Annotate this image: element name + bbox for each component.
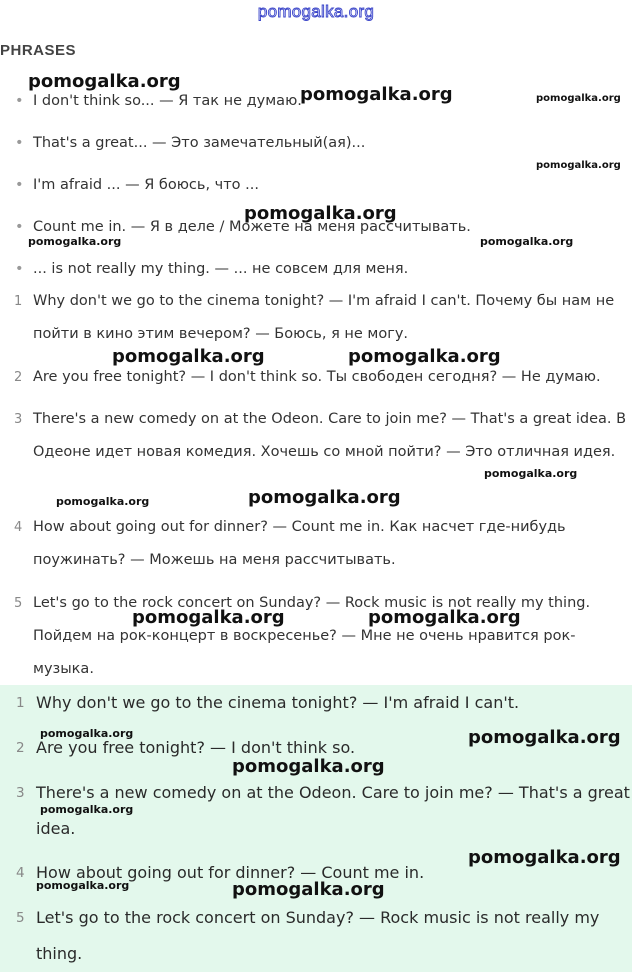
answer-number: 3: [16, 785, 25, 801]
example-number: 2: [14, 370, 23, 385]
watermark: pomogalka.org: [248, 487, 401, 508]
example-number: 1: [14, 294, 23, 309]
answer-text: Why don't we go to the cinema tonight? — I'm afraid I can't.: [36, 693, 520, 712]
watermark: pomogalka.org: [368, 607, 521, 628]
watermark: pomogalka.org: [132, 607, 285, 628]
answer-number: 1: [16, 695, 25, 711]
answer-text: How about going out for dinner? — Count me in.: [36, 863, 425, 882]
phrase-item: [0, 93, 302, 109]
phrase-text: That's a great... — Это замечательный(ая)...: [33, 135, 366, 151]
example-number: 3: [14, 412, 23, 427]
phrase-text: ... is not really my thing. — ... не совсем для меня.: [33, 261, 409, 277]
watermark: pomogalka.org: [40, 803, 134, 816]
watermark: pomogalka.org: [40, 727, 134, 740]
watermark: pomogalka.org: [28, 71, 181, 92]
watermark: pomogalka.org: [468, 847, 621, 868]
watermark: pomogalka.org: [36, 879, 130, 892]
bullet-icon: •: [15, 219, 24, 235]
watermark: pomogalka.org: [232, 879, 385, 900]
bullet-icon: •: [15, 93, 24, 109]
bullet-icon: •: [15, 177, 24, 193]
phrase-item: [0, 219, 471, 235]
example-number: 4: [14, 520, 23, 535]
bullet-icon: •: [15, 135, 24, 151]
watermark: pomogalka.org: [480, 235, 574, 248]
answer-number: 4: [16, 865, 25, 881]
watermark: pomogalka.org: [28, 235, 122, 248]
phrase-item: [0, 177, 259, 193]
watermark: pomogalka.org: [300, 84, 453, 105]
phrase-text: I don't think so... — Я так не думаю.: [33, 93, 302, 109]
watermark: pomogalka.org: [348, 346, 501, 367]
watermark: pomogalka.org: [244, 203, 397, 224]
watermark: pomogalka.org: [468, 727, 621, 748]
watermark: pomogalka.org: [536, 93, 621, 104]
example-number: 5: [14, 596, 23, 611]
section-title: PHRASES: [0, 42, 77, 59]
watermark: pomogalka.org: [536, 160, 621, 171]
answer-number: 5: [16, 910, 25, 926]
watermark: pomogalka.org: [56, 495, 150, 508]
site-link[interactable]: pomogalka.org: [257, 2, 375, 21]
answer-text: Let's go to the rock concert on Sunday? — Rock music is not really my thing.: [36, 908, 600, 963]
watermark: pomogalka.org: [112, 346, 265, 367]
phrase-text: I'm afraid ... — Я боюсь, что ...: [33, 177, 259, 193]
example-text: Why don't we go to the cinema tonight? — I'm afraid I can't. Почему бы нам не пойти в кино этим вечером? — Боюсь, я не могу.: [33, 293, 615, 342]
example-text: How about going out for dinner? — Count me in. Как насчет где-нибудь поужинать? — Можешь на меня рассчитывать.: [33, 519, 566, 568]
phrase-item: [0, 135, 365, 151]
example-text: Let's go to the rock concert on Sunday? — Rock music is not really my thing. Пойдем на рок-концерт в воскресенье? — Мне не очень нравится рок-музыка.: [33, 595, 591, 677]
watermark: pomogalka.org: [232, 756, 385, 777]
bullet-icon: •: [15, 261, 24, 277]
example-text: Are you free tonight? — I don't think so. Ты свободен сегодня? — Не думаю.: [33, 369, 601, 385]
phrase-text: Count me in. — Я в деле / Можете на меня рассчитывать.: [33, 219, 471, 235]
answer-number: 2: [16, 740, 25, 756]
answer-text: There's a new comedy on at the Odeon. Care to join me? — That's a great idea.: [36, 783, 630, 838]
example-text: There's a new comedy on at the Odeon. Care to join me? — That's a great idea. В Одеоне идет новая комедия. Хочешь со мной пойти? — Это отличная идея.: [33, 411, 627, 460]
phrase-item: [0, 261, 408, 277]
answer-text: Are you free tonight? — I don't think so.: [36, 738, 356, 757]
watermark: pomogalka.org: [484, 467, 578, 480]
